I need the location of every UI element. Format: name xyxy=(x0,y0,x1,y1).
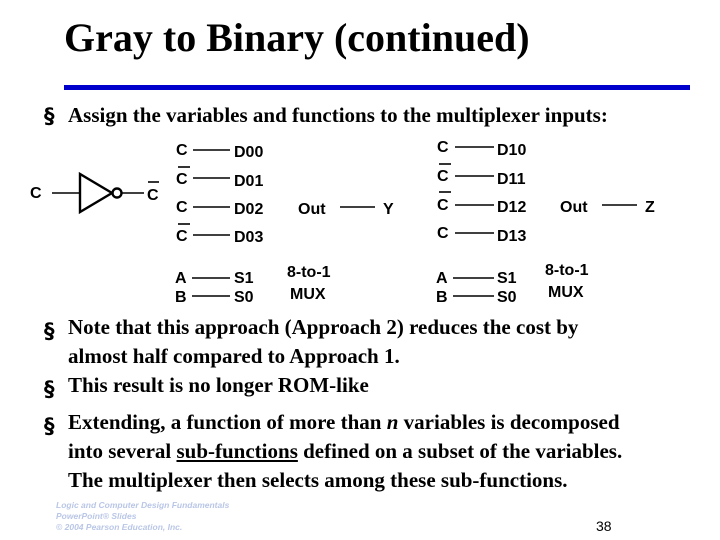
bullet-extending xyxy=(68,408,622,495)
mux2-input-0: C xyxy=(437,139,449,156)
mux1-input-3: C xyxy=(176,228,188,245)
mux1-select-input-1: B xyxy=(175,289,187,306)
mux1-out-label: Out xyxy=(298,201,326,218)
mux1-input-0: C xyxy=(176,142,188,159)
bullet-marker: § xyxy=(44,377,55,401)
mux2-input-3: C xyxy=(437,225,449,242)
mux1-select-label-1: S0 xyxy=(234,289,254,306)
slide-title: Gray to Binary (continued) xyxy=(64,15,530,60)
mux1-data-label-0: D00 xyxy=(234,144,264,161)
mux2 xyxy=(436,139,655,306)
inverter-input-label: C xyxy=(30,185,42,202)
bullet-marker: § xyxy=(44,104,55,128)
page-number: 38 xyxy=(596,518,612,534)
bullet-extending-line3: The multiplexer then selects among these sub-functions. xyxy=(68,468,568,492)
mux1-type-label-line1: 8-to-1 xyxy=(287,264,331,281)
mux2-output-signal: Z xyxy=(645,199,655,216)
bullet-marker: § xyxy=(44,319,55,343)
footer-line: Logic and Computer Design Fundamentals xyxy=(56,500,230,510)
mux2-select-input-1: B xyxy=(436,289,448,306)
bullet-approach-line2: almost half compared to Approach 1. xyxy=(68,344,400,368)
mux-diagram xyxy=(0,130,720,320)
bullet-extending-line2 xyxy=(68,437,622,466)
title-divider xyxy=(64,85,690,90)
bullet-rom: This result is no longer ROM-like xyxy=(68,373,369,397)
bullet-extending-line1 xyxy=(68,408,622,437)
footer-credits xyxy=(56,500,229,533)
mux1-data-label-1: D01 xyxy=(234,173,264,190)
bullet-marker: § xyxy=(44,414,55,438)
variable-n: n xyxy=(386,410,399,434)
inverter-gate xyxy=(80,174,112,212)
mux2-data-label-2: D12 xyxy=(497,199,527,216)
term-sub-functions: sub-functions xyxy=(176,439,298,463)
bullet-approach-line1: Note that this approach (Approach 2) reduces the cost by xyxy=(68,315,579,339)
footer-line: PowerPoint® Slides xyxy=(56,511,137,521)
mux1-type-label-line2: MUX xyxy=(290,286,326,303)
footer-line: © 2004 Pearson Education, Inc. xyxy=(56,522,183,532)
mux2-data-label-3: D13 xyxy=(497,228,527,245)
mux1-input-1: C xyxy=(176,171,188,188)
mux1 xyxy=(175,142,394,306)
text-span: defined on a subset of the variables. xyxy=(297,439,623,463)
mux2-out-label: Out xyxy=(560,199,588,216)
mux2-data-label-1: D11 xyxy=(497,171,526,188)
mux2-input-2: C xyxy=(437,197,449,214)
mux1-output-signal: Y xyxy=(383,201,394,218)
mux1-select-label-0: S1 xyxy=(234,270,254,287)
bullet-approach xyxy=(68,313,578,371)
mux1-input-2: C xyxy=(176,199,188,216)
text-span: into several xyxy=(68,439,177,463)
text-span: Extending, a function of more than xyxy=(68,410,387,434)
mux2-type-label-line1: 8-to-1 xyxy=(545,262,589,279)
mux2-input-1: C xyxy=(437,168,449,185)
mux1-data-label-3: D03 xyxy=(234,229,264,246)
mux2-select-label-1: S0 xyxy=(497,289,517,306)
mux2-select-label-0: S1 xyxy=(497,270,517,287)
mux2-type-label-line2: MUX xyxy=(548,284,584,301)
mux1-select-input-0: A xyxy=(175,270,187,287)
mux1-data-label-2: D02 xyxy=(234,201,264,218)
inverter-bubble xyxy=(113,189,122,198)
bullet-assign: Assign the variables and functions to the multiplexer inputs: xyxy=(68,103,608,127)
text-span: variables is decomposed xyxy=(398,410,620,434)
mux2-select-input-0: A xyxy=(436,270,448,287)
mux2-data-label-0: D10 xyxy=(497,142,527,159)
inverter-output-label: C xyxy=(147,187,159,204)
